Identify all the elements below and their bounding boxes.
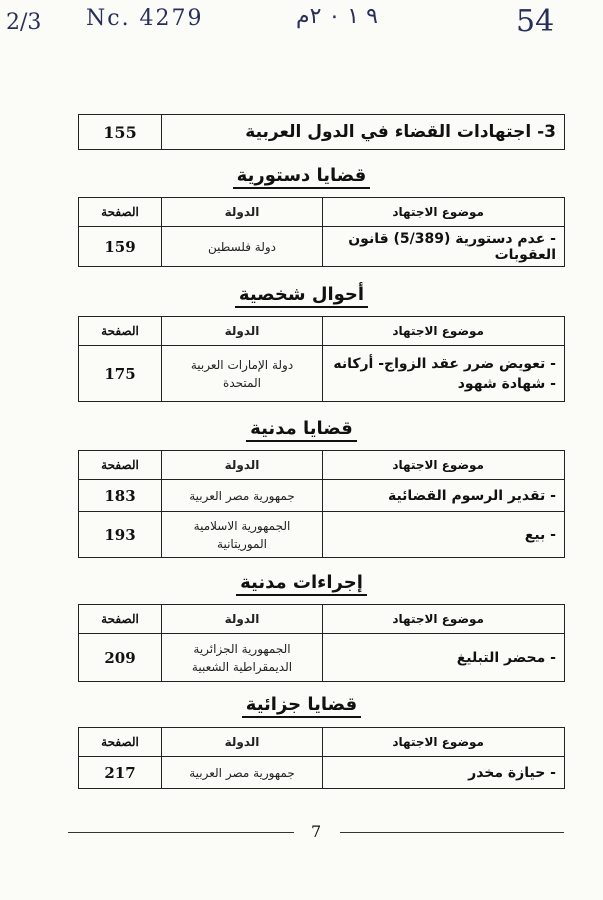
section-table-criminal bbox=[78, 727, 565, 789]
header-country: الدولة bbox=[162, 198, 323, 227]
row-subject: - بيع bbox=[323, 512, 565, 558]
header-country: الدولة bbox=[162, 728, 323, 757]
chapter-table bbox=[78, 114, 565, 150]
header-subject: موضوع الاجتهاد bbox=[323, 728, 565, 757]
header-page: الصفحة bbox=[79, 317, 162, 346]
table-row bbox=[79, 346, 565, 402]
row-page: 159 bbox=[79, 227, 162, 267]
chapter-row bbox=[79, 115, 565, 150]
row-page: 193 bbox=[79, 512, 162, 558]
table-header bbox=[79, 317, 565, 346]
header-page: الصفحة bbox=[79, 451, 162, 480]
table-header bbox=[79, 605, 565, 634]
table-row bbox=[79, 480, 565, 512]
row-page: 217 bbox=[79, 757, 162, 789]
section-title-constitutional: قضايا دستورية bbox=[0, 165, 603, 186]
header-subject: موضوع الاجتهاد bbox=[323, 451, 565, 480]
row-subject: - محضر التبليغ bbox=[323, 634, 565, 682]
row-country: دولة فلسطين bbox=[162, 227, 323, 267]
page-number: 7 bbox=[311, 822, 322, 841]
table-header bbox=[79, 451, 565, 480]
table-row bbox=[79, 757, 565, 789]
row-subject: - عدم دستورية (5/389) قانون العقوبات bbox=[323, 227, 565, 267]
row-subject: - تقدير الرسوم القضائية bbox=[323, 480, 565, 512]
header-country: الدولة bbox=[162, 605, 323, 634]
row-page: 183 bbox=[79, 480, 162, 512]
row-page: 175 bbox=[79, 346, 162, 402]
header-subject: موضوع الاجتهاد bbox=[323, 198, 565, 227]
table-header bbox=[79, 198, 565, 227]
footer-rule-left bbox=[68, 832, 294, 833]
section-table-constitutional bbox=[78, 197, 565, 267]
header-page: الصفحة bbox=[79, 605, 162, 634]
header-subject: موضوع الاجتهاد bbox=[323, 605, 565, 634]
table-row bbox=[79, 512, 565, 558]
handwritten-page-mark: 54 bbox=[516, 4, 555, 39]
row-country: الجمهورية الجزائرية الديمقراطية الشعبية bbox=[162, 634, 323, 682]
table-header bbox=[79, 728, 565, 757]
section-table-personal-status bbox=[78, 316, 565, 402]
handwritten-year: ٩ ١ ٠ ٢م bbox=[296, 4, 378, 29]
row-subject: - حيازة مخدر bbox=[323, 757, 565, 789]
header-subject: موضوع الاجتهاد bbox=[323, 317, 565, 346]
footer-rule-right bbox=[340, 832, 564, 833]
row-country: جمهورية مصر العربية bbox=[162, 480, 323, 512]
header-page: الصفحة bbox=[79, 728, 162, 757]
table-row bbox=[79, 227, 565, 267]
section-title-personal-status: أحوال شخصية bbox=[0, 284, 603, 305]
section-title-criminal: قضايا جزائية bbox=[0, 694, 603, 715]
handwritten-fraction: 2/3 bbox=[6, 10, 42, 35]
header-country: الدولة bbox=[162, 317, 323, 346]
row-country: الجمهورية الاسلامية الموريتانية bbox=[162, 512, 323, 558]
row-page: 209 bbox=[79, 634, 162, 682]
chapter-title: 3- اجتهادات القضاء في الدول العربية bbox=[162, 115, 565, 150]
row-country: جمهورية مصر العربية bbox=[162, 757, 323, 789]
header-country: الدولة bbox=[162, 451, 323, 480]
section-title-civil-procedure: إجراءات مدنية bbox=[0, 572, 603, 593]
chapter-page: 155 bbox=[79, 115, 162, 150]
header-page: الصفحة bbox=[79, 198, 162, 227]
section-table-civil-procedure bbox=[78, 604, 565, 682]
table-row bbox=[79, 634, 565, 682]
row-country: دولة الإمارات العربية المتحدة bbox=[162, 346, 323, 402]
section-title-civil: قضايا مدنية bbox=[0, 418, 603, 439]
section-table-civil bbox=[78, 450, 565, 558]
handwritten-reference: Nc. 4279 bbox=[86, 6, 204, 31]
row-subject: - تعويض ضرر عقد الزواج- أركانه - شهادة شهود bbox=[323, 346, 565, 402]
